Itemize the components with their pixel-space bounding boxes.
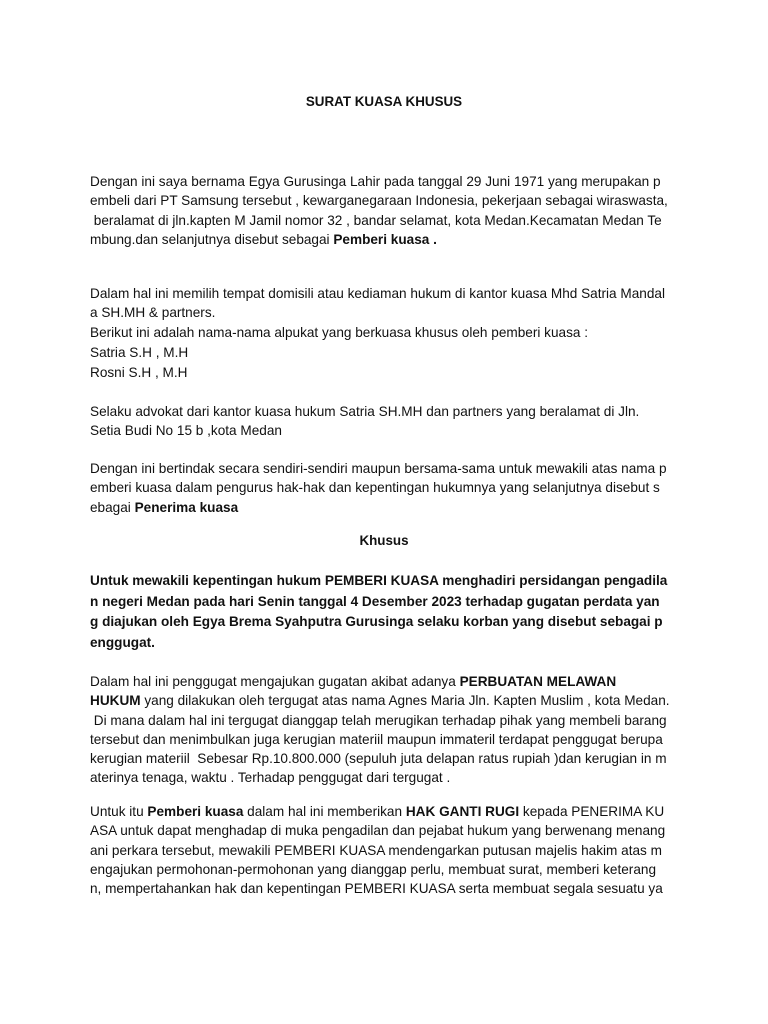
- bold-term: Penerima kuasa: [134, 499, 239, 515]
- text-line: Dalam hal ini memilih tempat domisili atau kediaman hukum di kantor kuasa Mhd Satria Mandal: [90, 286, 665, 301]
- text-line: [90, 230, 686, 249]
- text-line: Dengan ini saya bernama Egya Gurusinga Lahir pada tanggal 29 Juni 1971 yang merupakan p: [90, 174, 661, 189]
- text-span: mbung.dan selanjutnya disebut sebagai: [90, 231, 334, 247]
- text-line: Selaku advokat dari kantor kuasa hukum Satria SH.MH dan partners yang beralamat di Jln.: [90, 404, 640, 419]
- paragraph-hak-ganti-rugi: [90, 802, 686, 898]
- bold-term: Pemberi kuasa .: [333, 231, 437, 247]
- paragraph-advokat: [90, 402, 686, 441]
- bold-term: HAK GANTI RUGI: [405, 804, 520, 819]
- text-line: kerugian materiil Sebesar Rp.10.800.000 (sepuluh juta delapan ratus rupiah )dan kerugian in m: [90, 751, 667, 767]
- text-line: Berikut ini adalah nama-nama alpukat yang berkuasa khusus oleh pemberi kuasa :: [90, 324, 588, 340]
- text-line: g diajukan oleh Egya Brema Syahputra Gurusinga selaku korban yang disebut sebagai p: [90, 614, 663, 630]
- text-line: aterinya tenaga, waktu . Terhadap penggugat dari tergugat .: [90, 770, 451, 786]
- text-line: Setia Budi No 15 b ,kota Medan: [90, 423, 282, 439]
- text-line: n negeri Medan pada hari Senin tanggal 4 Desember 2023 terhadap gugatan perdata yan: [90, 593, 660, 609]
- text-line: engajukan permohonan-permohonan yang dianggap perlu, membuat surat, memberi keterang: [90, 861, 657, 877]
- lawyer-name: Rosni S.H , M.H: [90, 365, 188, 381]
- text-line: n, mempertahankan hak dan kepentingan PEMBERI KUASA serta membuat segala sesuatu ya: [90, 881, 663, 897]
- bold-term: Pemberi kuasa: [147, 804, 244, 819]
- text-line: [90, 672, 686, 691]
- paragraph-khusus: [90, 571, 686, 653]
- text-line: [90, 802, 686, 821]
- text-line: [90, 498, 686, 517]
- text-line: Untuk mewakili kepentingan hukum PEMBERI KUASA menghadiri persidangan pengadila: [90, 573, 668, 588]
- text-line: a SH.MH & partners.: [90, 305, 216, 321]
- paragraph-gugatan: [90, 672, 686, 788]
- text-line: beralamat di jln.kapten M Jamil nomor 32 , bandar selamat, kota Medan.Kecamatan Medan Te: [90, 212, 662, 228]
- text-span: ebagai: [90, 499, 135, 515]
- text-span: dalam hal ini memberikan: [243, 804, 406, 819]
- text-line: ani perkara tersebut, mewakili PEMBERI KUASA mendengarkan putusan majelis hakim atas m: [90, 842, 662, 858]
- text-line: [90, 691, 686, 710]
- text-line: embeli dari PT Samsung tersebut , kewarganegaraan Indonesia, pekerjaan sebagai wiraswasta,: [90, 193, 668, 209]
- text-span: Dalam hal ini penggugat mengajukan gugatan akibat adanya: [90, 674, 460, 689]
- paragraph-penerima-kuasa: [90, 459, 686, 517]
- lawyer-name: Satria S.H , M.H: [90, 344, 189, 360]
- text-span: Untuk itu: [90, 804, 148, 819]
- text-line: Di mana dalam hal ini tergugat dianggap telah merugikan terhadap pihak yang membeli barang: [90, 712, 667, 728]
- text-span: kepada PENERIMA KU: [519, 804, 665, 819]
- bold-term: HUKUM: [90, 693, 141, 709]
- text-line: tersebut dan menimbulkan juga kerugian materiil maupun immateril terdapat penggugat berupa: [90, 731, 663, 747]
- paragraph-domisili: [90, 284, 686, 382]
- bold-term: PERBUATAN MELAWAN: [459, 674, 617, 689]
- text-span: yang dilakukan oleh tergugat atas nama Agnes Maria Jln. Kapten Muslim , kota Medan.: [140, 693, 670, 709]
- section-heading-khusus: Khusus: [359, 533, 409, 548]
- text-line: enggugat.: [90, 634, 155, 650]
- text-line: ASA untuk dapat menghadap di muka pengadilan dan pejabat hukum yang berwenang menang: [90, 823, 666, 839]
- text-line: Dengan ini bertindak secara sendiri-sendiri maupun bersama-sama untuk mewakili atas nama p: [90, 461, 667, 476]
- document-title: SURAT KUASA KHUSUS: [305, 94, 463, 109]
- paragraph-pemberi-kuasa: [90, 172, 686, 249]
- text-line: emberi kuasa dalam pengurus hak-hak dan kepentingan hukumnya yang selanjutnya disebut s: [90, 480, 660, 496]
